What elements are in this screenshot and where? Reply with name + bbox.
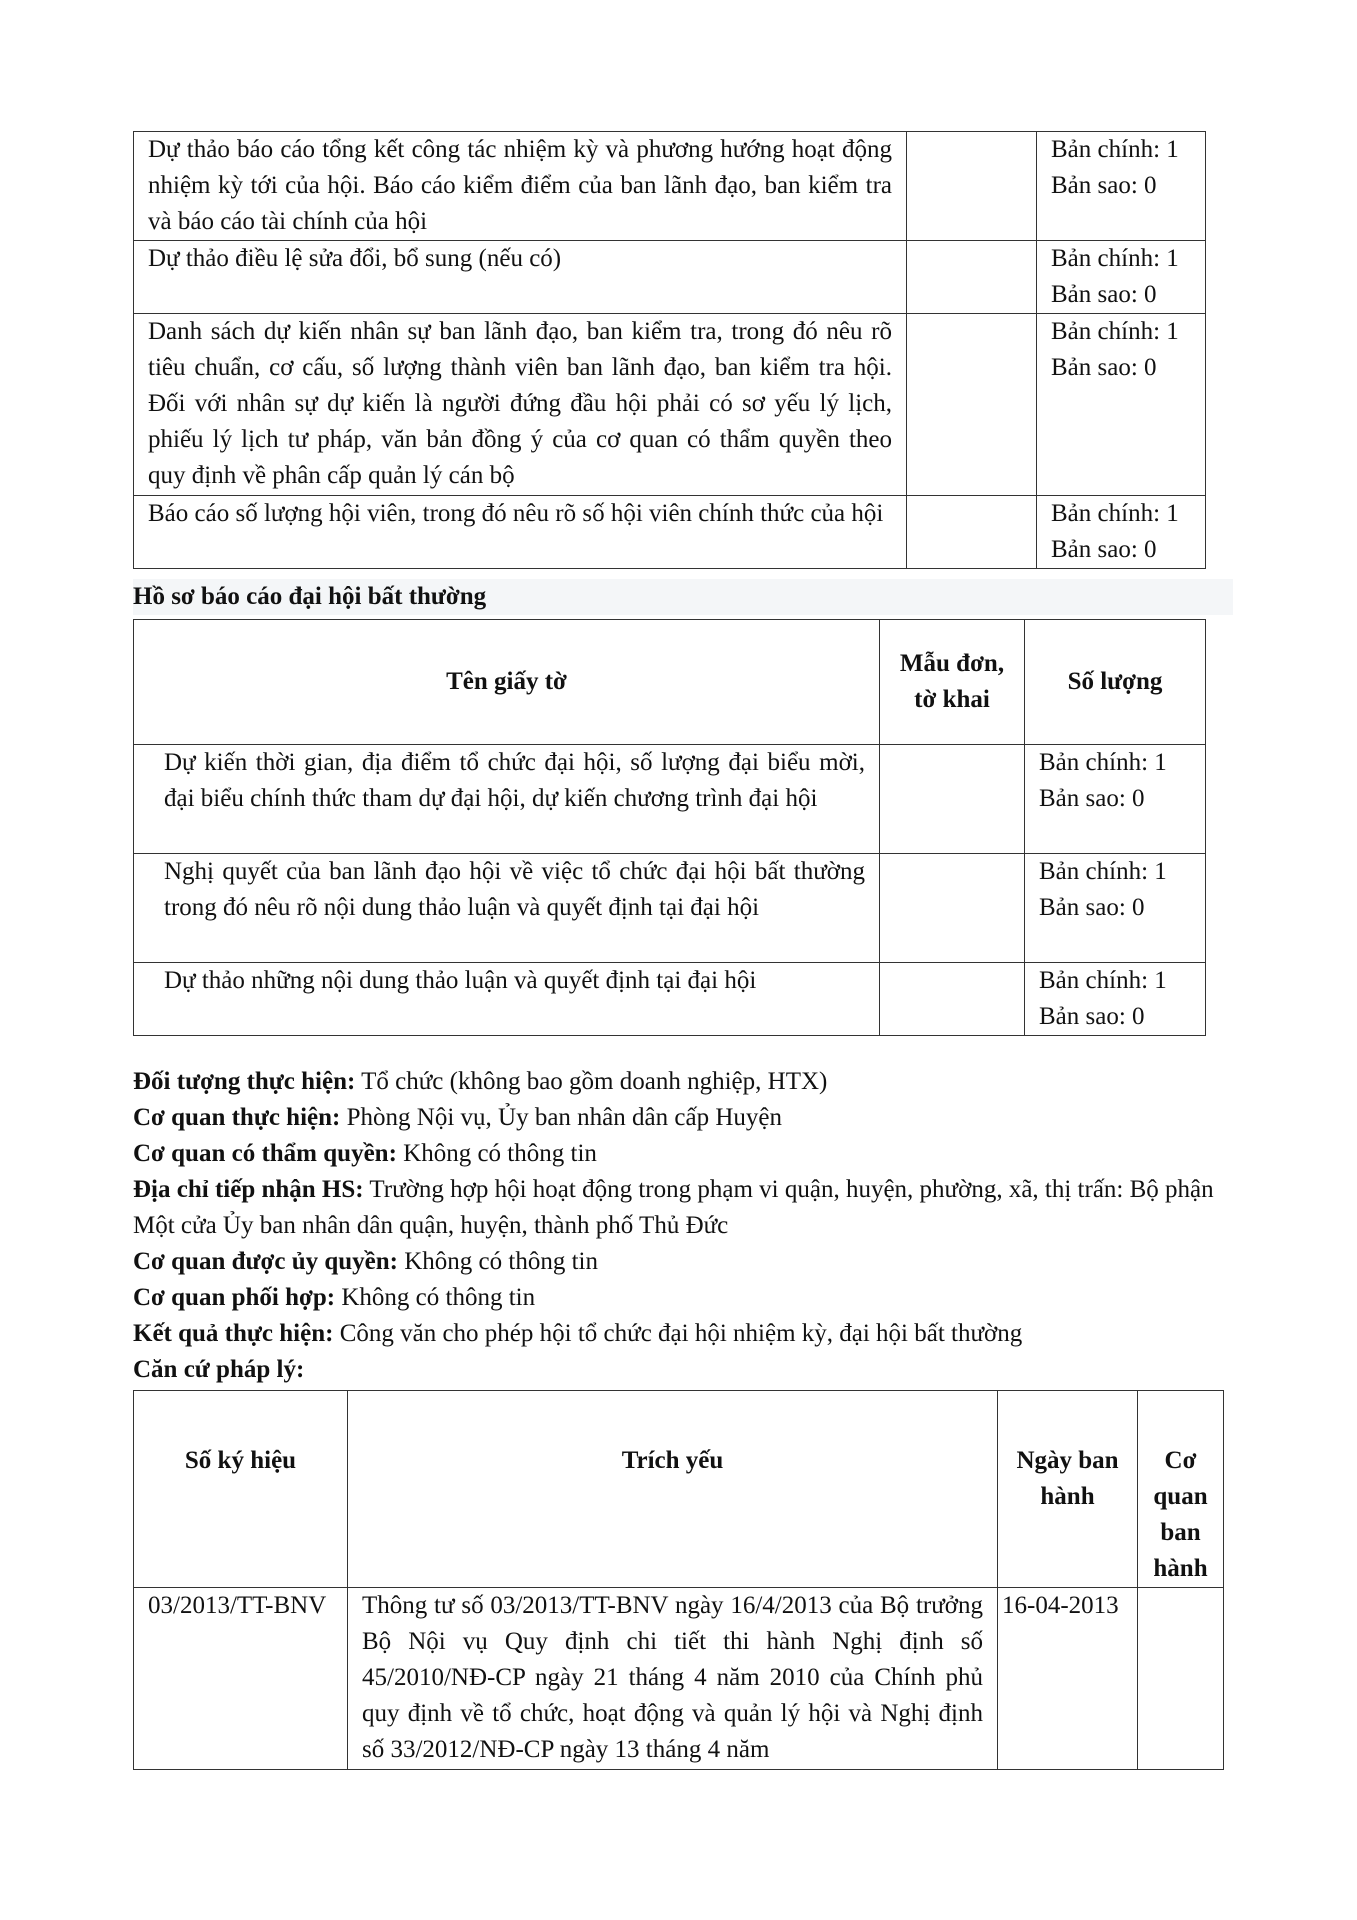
info-can-cu: Căn cứ pháp lý: <box>133 1356 305 1383</box>
header-number: Số ký hiệu <box>134 1391 348 1588</box>
info-ket-qua: Kết quả thực hiện: Công văn cho phép hội tổ chức đại hội nhiệm kỳ, đại hội bất thường <box>133 1320 1023 1347</box>
form-cell <box>880 963 1025 1036</box>
info-dia-chi: Địa chỉ tiếp nhận HS: Trường hợp hội hoạt động trong phạm vi quận, huyện, phường, xã, thị trấn: Bộ phận Một cửa Ủy ban nhân dân quận, huyện, thành phố Thủ Đức <box>133 1176 1214 1239</box>
info-doi-tuong: Đối tượng thực hiện: Tổ chức (không bao gồm doanh nghiệp, HTX) <box>133 1068 828 1095</box>
form-cell <box>907 132 1037 241</box>
document-name: Dự thảo báo cáo tổng kết công tác nhiệm kỳ và phương hướng hoạt động nhiệm kỳ tới của hội. Báo cáo kiểm điểm của ban lãnh đạo, ban kiểm tra và báo cáo tài chính của hội <box>134 132 907 241</box>
document-name: Danh sách dự kiến nhân sự ban lãnh đạo, ban kiểm tra, trong đó nêu rõ tiêu chuẩn, cơ cấu, số lượng thành viên ban lãnh đạo, ban kiểm tra hội. Đối với nhân sự dự kiến là người đứng đầu hội phải có sơ yếu lý lịch, phiếu lý lịch tư pháp, văn bản đồng ý của cơ quan có thẩm quyền theo quy định về phân cấp quản lý cán bộ <box>134 314 907 496</box>
header-agency: Cơ quan ban hành <box>1138 1391 1224 1588</box>
quantity-cell: Bản chính: 1 Bản sao: 0 <box>1025 963 1206 1036</box>
table-row <box>134 132 1206 241</box>
doc-agency <box>1138 1588 1224 1770</box>
table-row <box>134 496 1206 569</box>
quantity-cell: Bản chính: 1 Bản sao: 0 <box>1037 241 1206 314</box>
document-name: Dự kiến thời gian, địa điểm tổ chức đại hội, số lượng đại biểu mời, đại biểu chính thức tham dự đại hội, dự kiến chương trình đại hội <box>134 745 880 854</box>
header-date: Ngày ban hành <box>998 1391 1138 1588</box>
form-cell <box>907 496 1037 569</box>
doc-date: 16-04-2013 <box>998 1588 1138 1770</box>
form-cell <box>880 745 1025 854</box>
document-name: Dự thảo điều lệ sửa đổi, bổ sung (nếu có) <box>134 241 907 314</box>
form-cell <box>907 314 1037 496</box>
info-phoi-hop: Cơ quan phối hợp: Không có thông tin <box>133 1284 536 1311</box>
procedure-info <box>133 1064 1253 1388</box>
header-qty: Số lượng <box>1025 620 1206 745</box>
document-name: Báo cáo số lượng hội viên, trong đó nêu rõ số hội viên chính thức của hội <box>134 496 907 569</box>
extraordinary-congress-table <box>133 619 1206 1036</box>
table-row <box>134 963 1206 1036</box>
table-row <box>134 241 1206 314</box>
table-row <box>134 745 1206 854</box>
header-form: Mẫu đơn, tờ khai <box>880 620 1025 745</box>
document-name: Dự thảo những nội dung thảo luận và quyết định tại đại hội <box>134 963 880 1036</box>
quantity-cell: Bản chính: 1 Bản sao: 0 <box>1025 745 1206 854</box>
legal-basis-table <box>133 1390 1224 1770</box>
form-cell <box>880 854 1025 963</box>
quantity-cell: Bản chính: 1 Bản sao: 0 <box>1037 496 1206 569</box>
table-row <box>134 1588 1224 1770</box>
quantity-cell: Bản chính: 1 Bản sao: 0 <box>1037 132 1206 241</box>
quantity-cell: Bản chính: 1 Bản sao: 0 <box>1025 854 1206 963</box>
quantity-cell: Bản chính: 1 Bản sao: 0 <box>1037 314 1206 496</box>
documents-table-continued <box>133 131 1206 569</box>
header-name: Tên giấy tờ <box>134 620 880 745</box>
form-cell <box>907 241 1037 314</box>
header-summary: Trích yếu <box>348 1391 998 1588</box>
info-co-quan-thuc-hien: Cơ quan thực hiện: Phòng Nội vụ, Ủy ban nhân dân cấp Huyện <box>133 1104 782 1131</box>
doc-summary: Thông tư số 03/2013/TT-BNV ngày 16/4/2013 của Bộ trưởng Bộ Nội vụ Quy định chi tiết thi hành Nghị định số 45/2010/NĐ-CP ngày 21 tháng 4 năm 2010 của Chính phủ quy định về tổ chức, hoạt động và quản lý hội và Nghị định số 33/2012/NĐ-CP ngày 13 tháng 4 năm <box>348 1588 998 1770</box>
table-header-row <box>134 1391 1224 1588</box>
doc-number: 03/2013/TT-BNV <box>134 1588 348 1770</box>
info-uy-quyen: Cơ quan được ủy quyền: Không có thông tin <box>133 1248 598 1275</box>
table-row <box>134 314 1206 496</box>
table-header-row <box>134 620 1206 745</box>
table-row <box>134 854 1206 963</box>
info-co-quan-tham-quyen: Cơ quan có thẩm quyền: Không có thông tin <box>133 1140 597 1167</box>
document-name: Nghị quyết của ban lãnh đạo hội về việc tổ chức đại hội bất thường trong đó nêu rõ nội dung thảo luận và quyết định tại đại hội <box>134 854 880 963</box>
section-heading: Hồ sơ báo cáo đại hội bất thường <box>133 579 1233 615</box>
